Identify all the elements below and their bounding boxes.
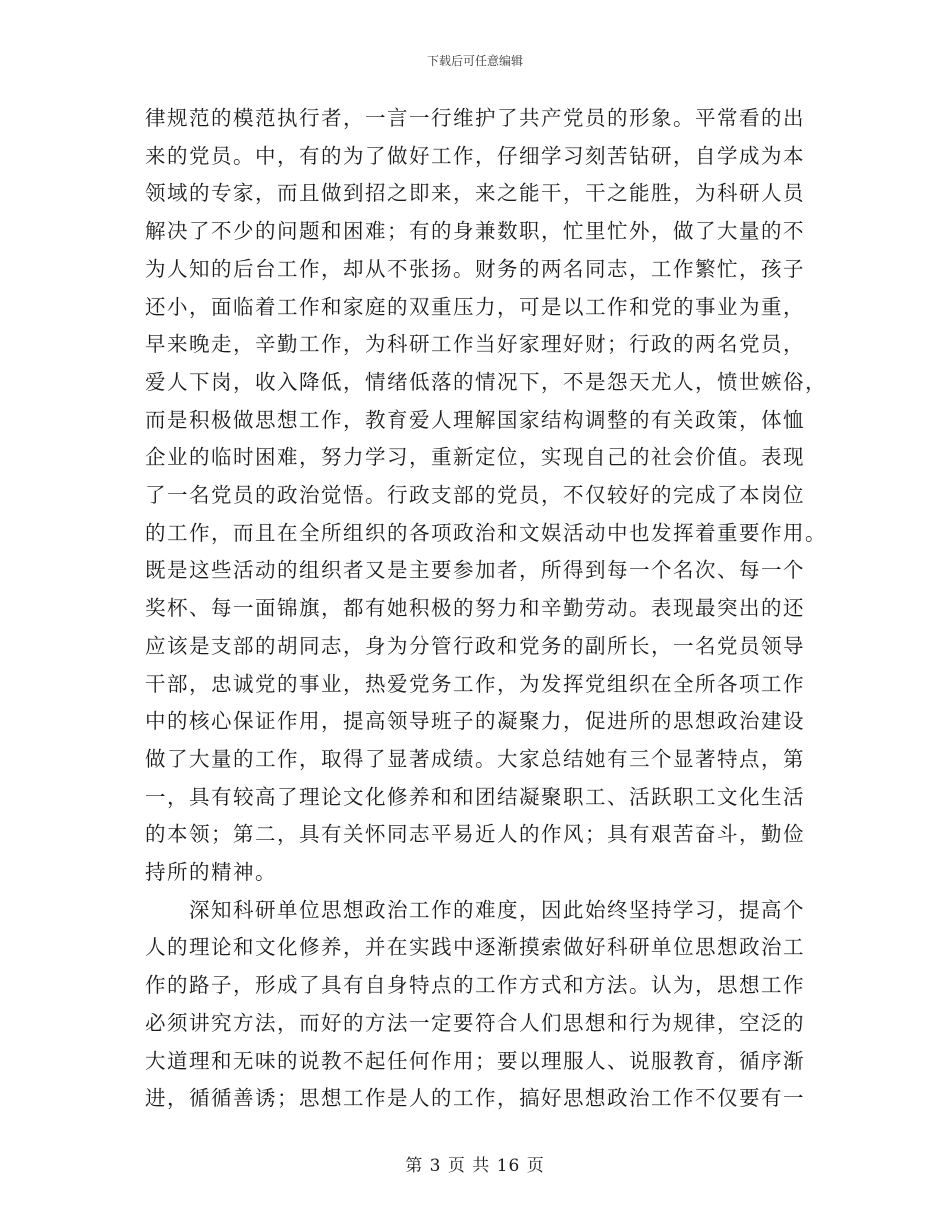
- text-line: 企业的临时困难，努力学习，重新定位，实现自己的社会价值。表现: [145, 445, 805, 470]
- text-line: 解决了不少的问题和困难；有的身兼数职，忙里忙外，做了大量的不: [145, 219, 805, 244]
- text-line: 来的党员。中，有的为了做好工作，仔细学习刻苦钻研，自学成为本: [145, 143, 805, 168]
- text-line: 做了大量的工作，取得了显著成绩。大家总结她有三个显著特点，第: [145, 746, 805, 771]
- text-line: 深知科研单位思想政治工作的难度，因此始终坚持学习，提高个: [145, 897, 805, 922]
- text-line: 爱人下岗，收入降低，情绪低落的情况下，不是怨天尤人，愤世嫉俗，: [145, 369, 827, 394]
- page-number: 第 3 页 共 16 页: [405, 1156, 545, 1176]
- text-line: 干部，忠诚党的事业，热爱党务工作，为发挥党组织在全所各项工作: [145, 671, 805, 696]
- text-line: 律规范的模范执行者，一言一行维护了共产党员的形象。平常看的出: [145, 106, 805, 130]
- text-line: 既是这些活动的组织者又是主要参加者，所得到每一个名次、每一个: [145, 558, 805, 583]
- text-line: 的本领；第二，具有关怀同志平易近人的作风；具有艰苦奋斗，勤俭: [145, 822, 805, 847]
- text-line: 还小，面临着工作和家庭的双重压力，可是以工作和党的事业为重，: [145, 294, 805, 319]
- text-line: 领域的专家，而且做到招之即来，来之能干，干之能胜，为科研人员: [145, 181, 805, 206]
- text-line: 为人知的后台工作，却从不张扬。财务的两名同志，工作繁忙，孩子: [145, 256, 805, 281]
- text-line: 进，循循善诱；思想工作是人的工作，搞好思想政治工作不仅要有一: [145, 1086, 805, 1111]
- text-line: 人的理论和文化修养，并在实践中逐渐摸索做好科研单位思想政治工: [145, 935, 805, 960]
- text-line: 应该是支部的胡同志，身为分管行政和党务的副所长，一名党员领导: [145, 633, 805, 658]
- text-line: 必须讲究方法，而好的方法一定要符合人们思想和行为规律，空泛的: [145, 1010, 805, 1035]
- text-line: 大道理和无味的说教不起任何作用；要以理服人、说服教育，循序渐: [145, 1048, 805, 1073]
- text-line: 的工作，而且在全所组织的各项政治和文娱活动中也发挥着重要作用。: [145, 520, 827, 545]
- text-line: 而是积极做思想工作，教育爱人理解国家结构调整的有关政策，体恤: [145, 407, 805, 432]
- text-line: 作的路子，形成了具有自身特点的工作方式和方法。认为，思想工作: [145, 973, 805, 998]
- text-line: 持所的精神。: [145, 860, 277, 884]
- text-line: 中的核心保证作用，提高领导班子的凝聚力，促进所的思想政治建设: [145, 709, 805, 734]
- text-line: 一，具有较高了理论文化修养和和团结凝聚职工、活跃职工文化生活: [145, 784, 805, 809]
- text-line: 了一名党员的政治觉悟。行政支部的党员，不仅较好的完成了本岗位: [145, 483, 805, 507]
- text-line: 奖杯、每一面锦旗，都有她积极的努力和辛勤劳动。表现最突出的还: [145, 596, 805, 621]
- text-line: 早来晚走，辛勤工作，为科研工作当好家理好财；行政的两名党员，: [145, 332, 805, 357]
- page-header: 下载后可任意编辑: [426, 54, 523, 68]
